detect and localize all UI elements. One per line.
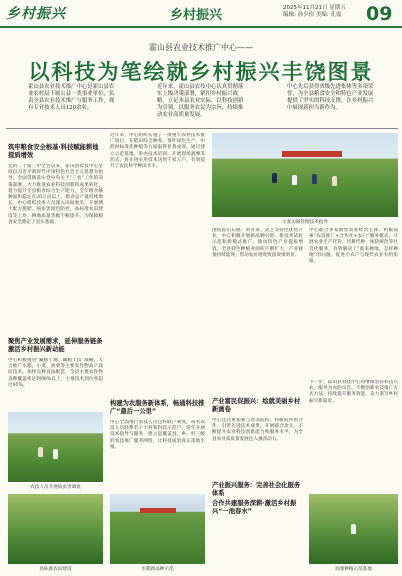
article-text: 围绕霍山石斛、黄芽茶、灵芝等特色优势产业，中心积极开展新品种引进、新技术试验示范和新模式推广，推动特色产业提质增效。全县特色种植业面积不断扩大，产业链条持续延伸，带动农民增收致富效果明显。 (212, 228, 303, 258)
editor-line: 编辑: 孙少伟 美编: 孔震 (283, 12, 342, 18)
issue-date: 2025年11月21日 星期五 (283, 5, 346, 11)
photo-farmland (8, 494, 103, 564)
article-text: 中心全面推行农技人员包村联户制度，每名农技人员联系若干个村和科技示范户，常年开展技术指导与服务，建立起覆盖县、乡、村三级的农技推广服务网络，让科技成果真正落地生根。 (110, 420, 205, 450)
article-text: 近年来，中心组织实施了一批重大农业技术推广项目，在稻田综合种养、茶叶绿色生产、中药材标准化种植等方面取得显著成效。通过建立示范基地、举办技术培训、开展现场观摩等形式，将先进实用技术送到千家万户，有效提升了农民科学种田水平。 (110, 133, 205, 170)
person-figure (351, 524, 356, 534)
headline: 以科技为笔绘就乡村振兴丰饶图景 (28, 60, 374, 84)
photo-wheat-guidance (212, 133, 398, 217)
page-number: 09 (366, 3, 393, 25)
person-figure (312, 174, 317, 184)
red-banner (140, 508, 176, 513)
person-figure (38, 447, 43, 457)
masthead-brand: 乡村振兴 (6, 6, 66, 22)
lead-rule (6, 128, 398, 129)
lead-paragraph: 中心先后获得省级先进集体等多项荣誉，为全县粮食安全和特色产业发展提供了坚实的科技支撑，在乡村振兴中展现新担当新作为。 (287, 84, 374, 111)
masthead-date (283, 5, 346, 19)
subheading: 产业振兴服务：完善社会化服务体系 (212, 482, 301, 497)
person-figure (332, 176, 337, 186)
person-figure (292, 175, 297, 185)
person-figure (53, 449, 58, 459)
person-figure (272, 173, 277, 183)
article-text: 中心联合多家新型农业经营主体，积极探索“农技推广+合作社+农户”服务模式，开展农业生产托管、代耕代种、统防统治等社会化服务，有效解决了“谁来种地、怎样种地”的问题，促进小农户与现代农业有机衔接。 (309, 228, 398, 265)
section-title: 乡村振兴 (170, 8, 223, 23)
photo-rice-demo (110, 494, 205, 564)
photo-caption: 油菜种植示范基地 (335, 567, 372, 572)
lead-paragraph: 霍山县农业技术推广中心是霍山县农业农村局下属公益一类事业单位，负责全县农业技术推广与服务工作，现有专业技术人员120余名。 (28, 84, 115, 111)
subheading: 构建为农服务新体系，畅通科技推广“最后一公里” (110, 400, 205, 415)
article-text: 党的二十届三中全会以来，霍山县农技中心坚持以习近平新时代中国特色社会主义思想为指导，全面贯彻落实党中央关于“三农”工作的决策部署，大力推进农业科技创新和成果转化，着力提升全县粮食综合生产能力，全年粮食播种面积稳定在20万亩以上，粮食总产量持续增长。中心组织技术人员深入田间地头，开展测土配方施肥、病虫害绿色防控、高标准农田建设等工作，耕地质量等级不断提升，为保障粮食安全奠定了坚实基础。 (8, 164, 103, 225)
photo-rapeseed (309, 494, 398, 564)
article-text: 中心积极推进“藏粮于地、藏粮于技”战略，大力推广水稻、小麦、油菜等主要农作物高产栽培技术，加快良种良法配套，全县主要农作物良种覆盖率达到98%以上，主推技术到位率超过95%。 (8, 358, 103, 388)
article-text: 中心还注重加强与高等院校、科研院所的合作，引进先进技术成果，开展联合攻关，不断提升农业科技创新能力和服务水平，为全县农业高质量发展注入强劲动力。 (212, 418, 303, 442)
photo-caption: 小麦田间管理技术指导 (282, 220, 328, 225)
subheading: 聚焦产业发展需求，延伸服务链条激活乡村振兴新动能 (8, 338, 103, 353)
photo-caption: 水稻新品种示范 (141, 567, 174, 572)
photo-caption: 高标准农田建设 (39, 567, 72, 572)
photo-caption: 农技人员开展病虫害调查 (30, 485, 81, 490)
lead-paragraph: 近年来，霍山县农技中心认真贯彻落实上级决策部署，紧扣乡村振兴战略，立足本县农业实际，以科技创新为引领，以服务农民为宗旨，持续推动农业高质量发展。 (157, 84, 244, 118)
kicker: 霍山县农业技术推广中心—— (149, 43, 253, 52)
subheading: 合作共建服务深耕·激活乡村振兴“一池春水” (212, 500, 297, 515)
red-banner (282, 151, 342, 157)
masthead (0, 0, 402, 27)
article-text: 下一步，霍山县农技中心将继续坚持科技兴农、服务为农的宗旨，不断创新农技推广方式方法，持续提升服务效能，奋力谱写乡村振兴新篇章。 (309, 380, 398, 404)
header-rule (0, 26, 402, 28)
subheading: 产业富民促振兴：绘就美丽乡村新画卷 (212, 398, 301, 413)
photo-pest-survey (8, 412, 103, 482)
subheading: 筑牢粮食安全根基·科技赋能耕地提质增效 (8, 144, 99, 159)
